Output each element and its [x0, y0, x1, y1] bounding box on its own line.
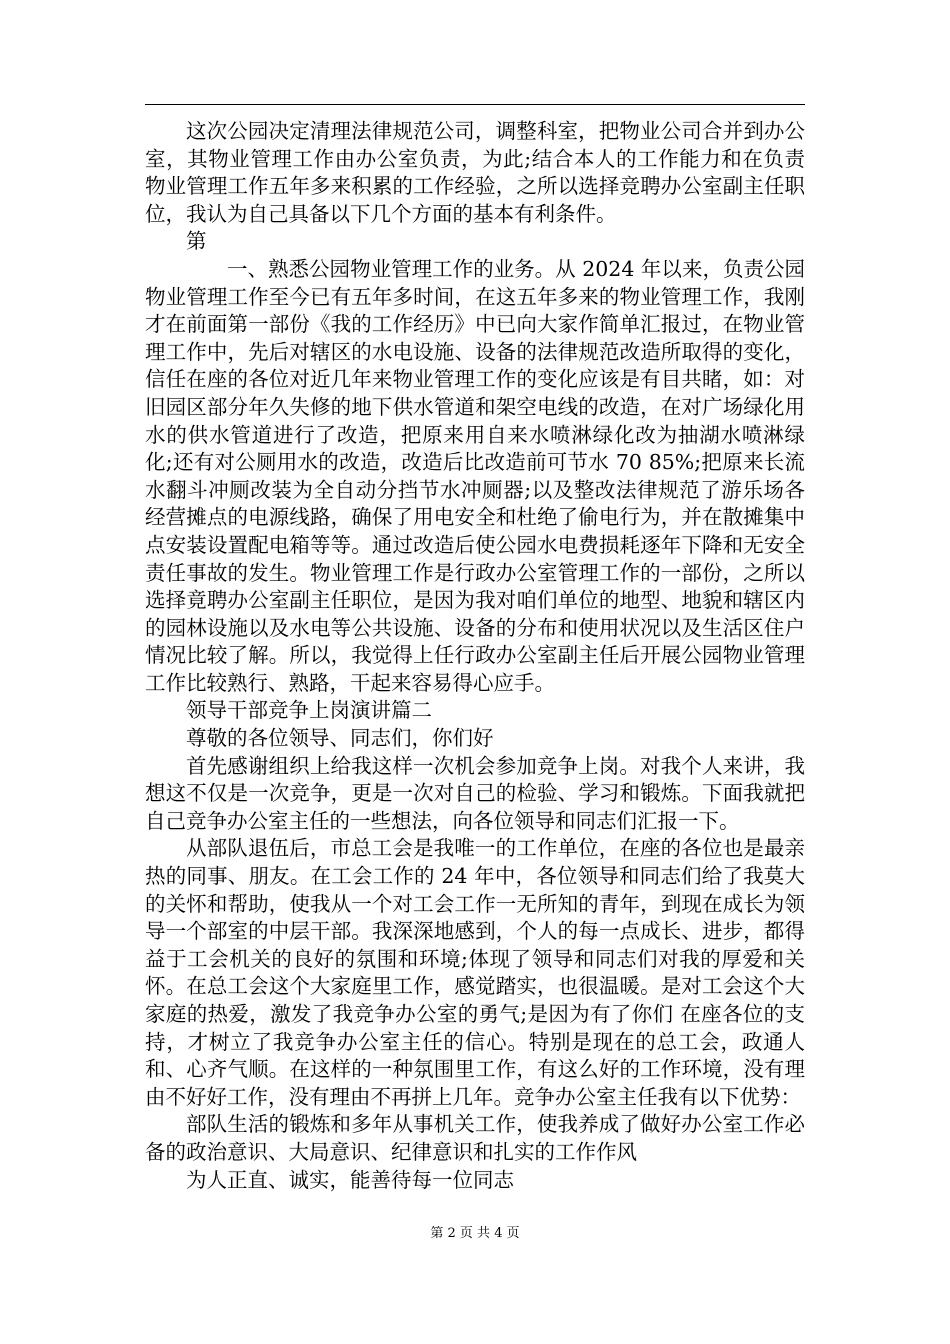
document-body: [145, 118, 805, 1194]
paragraph-background: 从部队退伍后，市总工会是我唯一的工作单位，在座的各位也是最亲热的同事、朋友。在工会工作的 24 年中，各位领导和同志们给了我莫大的关怀和帮助，使我从一个对工会工作一无所知的青年，到现在成长为领导一个部室的中层干部。我深深地感到，个人的每一点成长、进步，都得益于工会机关的良好的氛围和环境;体现了领导和同志们对我的厚爱和关怀。在总工会这个大家庭里工作，感觉踏实，也很温暖。是对工会这个大家庭的热爱，激发了我竞争办公室的勇气;是因为有了你们 在座各位的支持，才树立了我竞争办公室主任的信心。特别是现在的总工会，政通人和、心齐气顺。在这样的一种氛围里工作，有这么好的工作环境，没有理由不好好工作，没有理由不再拼上几年。竞争办公室主任我有以下优势：: [145, 836, 805, 1109]
paragraph-intro: 这次公园决定清理法律规范公司，调整科室，把物业公司合并到办公室，其物业管理工作由办公室负责，为此;结合本人的工作能力和在负责物业管理工作五年多来积累的工作经验，之所以选择竞聘办公室副主任职位，我认为自己具备以下几个方面的基本有利条件。: [145, 119, 805, 226]
paragraph-greeting: 尊敬的各位领导、同志们，你们好: [186, 726, 494, 751]
paragraph-fragment: 第: [186, 229, 207, 254]
paragraph-thanks: 首先感谢组织上给我这样一次机会参加竞争上岗。对我个人来讲，我想这不仅是一次竞争，更是一次对自己的检验、学习和锻炼。下面我就把自己竞争办公室主任的一些想法，向各位领导和同志们汇报一下。: [145, 753, 805, 833]
paragraph-point-one: 一、熟悉公园物业管理工作的业务。从 2024 年以来，负责公园物业管理工作至今已有五年多时间，在这五年多来的物业管理工作，我刚才在前面第一部份《我的工作经历》中已向大家作简单汇报过，在物业管理工作中，先后对辖区的水电设施、设备的法律规范改造所取得的变化，信任在座的各位对近几年来物业管理工作的变化应该是有目共睹，如：对旧园区部分年久失修的地下供水管道和架空电线的改造，在对广场绿化用水的供水管道进行了改造，把原来用自来水喷淋绿化改为抽湖水喷淋绿化;还有对公厕用水的改造，改造后比改造前可节水 70 85%;把原来长流水翻斗冲厕改装为全自动分挡节水冲厕器;以及整改法律规范了游乐场各经营摊点的电源线路，确保了用电安全和杜绝了偷电行为，并在散摊集中点安装设置配电箱等等。通过改造后使公园水电费损耗逐年下降和无安全责任事故的发生。物业管理工作是行政办公室管理工作的一部份，之所以选择竟聘办公室副主任职位，是因为我对咱们单位的地型、地貌和辖区内的园林设施以及水电等公共设施、设备的分布和使用状况以及生活区住户情况比较了解。所以，我觉得上任行政办公室副主任后开展公园物业管理工作比较熟行、熟路，干起来容易得心应手。: [145, 256, 805, 695]
paragraph-strength-two: 为人正直、诚实，能善待每一位同志: [186, 1167, 514, 1192]
page-number-footer: 第 2 页 共 4 页: [430, 1226, 520, 1241]
section-heading: 领导干部竞争上岗演讲篇二: [186, 698, 432, 723]
paragraph-strength-one: 部队生活的锻炼和多年从事机关工作，使我养成了做好办公室工作必备的政治意识、大局意识、纪律意识和扎实的工作作风: [145, 1112, 805, 1164]
header-divider: [145, 104, 805, 105]
